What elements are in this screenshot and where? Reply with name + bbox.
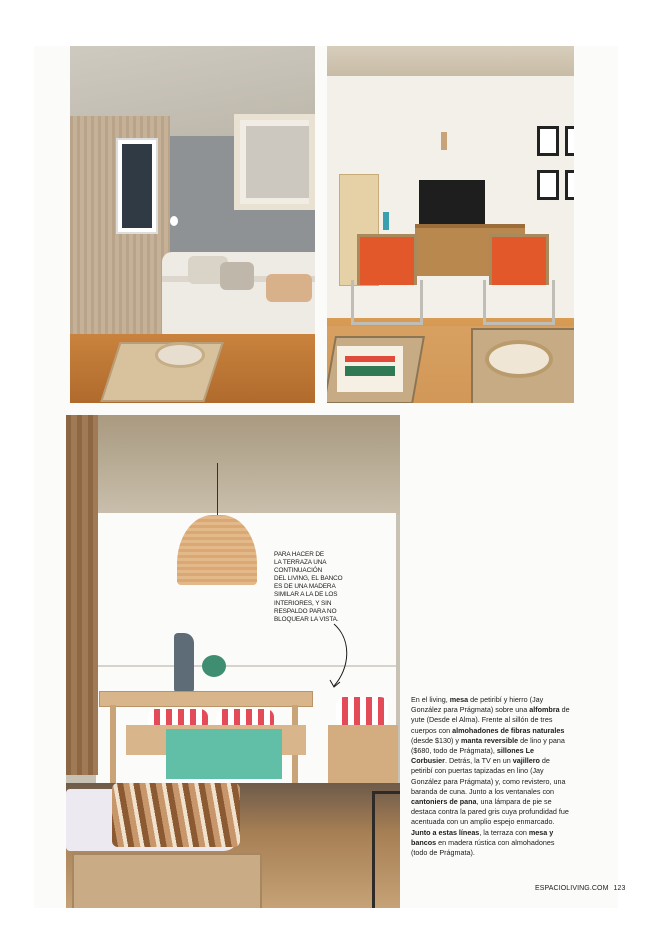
annotation-line: ES DE UNA MADERA: [274, 583, 336, 591]
wall-frame: [565, 170, 574, 200]
wall-ornament: [441, 132, 447, 150]
photo-living-chairs-tv: [327, 46, 574, 403]
page-number: 123: [613, 885, 626, 892]
caption-bold-segment: vajillero: [512, 756, 540, 766]
sofa-cushion: [220, 262, 254, 290]
caption-bold-segment: manta reversible: [460, 735, 519, 745]
wall-frame: [565, 126, 574, 156]
le-corbusier-armchair: [489, 234, 549, 285]
wall-frame: [537, 126, 559, 156]
caption-segment: (desde $130) y: [411, 735, 461, 745]
blue-vase: [383, 212, 389, 230]
low-wooden-table: [72, 853, 262, 908]
footer-site: ESPACIOLIVING.COM: [535, 885, 609, 892]
caption-segment: , una lámpara de pie se destaca contra la pared gris cuya profundidad fue acentuada con un amplio espejo enmarcado.: [411, 797, 569, 827]
caption-segment: . Detrás, la TV en un: [444, 756, 513, 766]
photo-living-sofa: [70, 46, 315, 403]
caption-segment: en madera rústica con almohadones (todo de Prágmata).: [411, 837, 555, 858]
typographic-poster: [116, 138, 158, 234]
framed-mirror: [234, 114, 315, 210]
floor-lamp: [170, 216, 178, 226]
caption-segment: de petiribí con puertas tapizadas en lino (Jay González para Prágmata) y, como revistero, una baranda de cuna. Junto a los ventanales con: [411, 756, 566, 796]
caption-bold-segment: mesa: [449, 695, 469, 704]
armchair-frame: [483, 280, 555, 325]
annotation-arrow: [300, 620, 360, 700]
photo-caption: [411, 695, 571, 858]
caption-segment: de petiribí y hierro (Jay González para Prágmata) sobre una: [411, 695, 544, 715]
cowhide-throw: [112, 783, 240, 847]
annotation-line: SIMILAR A LA DE LOS: [274, 591, 338, 599]
caption-segment: de yute (Desde el Alma). Frente al sillón de tres cuerpos con: [411, 705, 570, 735]
annotation-line: PARA HACER DE: [274, 551, 325, 558]
television: [419, 180, 485, 224]
caption-bold-segment: cantoniers de pana: [411, 797, 477, 807]
round-tray: [485, 340, 553, 378]
caption-segment: de lino y pana ($680, todo de Prágmata),: [411, 735, 565, 756]
armchair-frame: [351, 280, 423, 325]
page-footer: [535, 885, 626, 892]
coffee-table-book: [337, 346, 403, 392]
le-corbusier-armchair: [357, 234, 417, 285]
round-tray: [155, 342, 205, 368]
caption-bold-segment: alfombra: [529, 705, 560, 715]
pendant-cord: [217, 463, 218, 523]
terrace-table: [99, 691, 313, 707]
wooden-bench: [328, 725, 398, 785]
armchair-frame: [372, 791, 400, 908]
caption-bold-segment: mesa y bancos: [411, 827, 554, 847]
corduroy-curtain: [66, 415, 98, 775]
caption-bold-segment: almohadones de fibras naturales: [452, 725, 565, 735]
table-leg: [110, 705, 116, 785]
gray-jug: [174, 633, 194, 693]
annotation-line: BLOQUEAR LA VISTA.: [274, 615, 339, 623]
striped-cushion: [336, 697, 388, 727]
photo-annotation: [274, 551, 352, 624]
annotation-line: CONTINUACIÓN: [274, 567, 323, 575]
sofa-cushion: [266, 274, 312, 302]
wall-frame: [537, 170, 559, 200]
annotation-line: RESPALDO PARA NO: [274, 607, 337, 615]
potted-plant: [202, 655, 226, 677]
caption-segment: En el living,: [411, 695, 450, 704]
wood-ceiling: [96, 415, 400, 515]
annotation-line: LA TERRAZA UNA: [274, 559, 327, 567]
annotation-line: DEL LIVING, EL BANCO: [274, 575, 343, 583]
teal-blanket: [166, 729, 282, 779]
annotation-line: INTERIORES, Y SIN: [274, 599, 332, 607]
caption-bold-segment: sillones Le Corbusier: [411, 746, 535, 766]
concrete-ceiling: [327, 46, 574, 76]
caption-segment: , la terraza con: [479, 827, 529, 837]
caption-bold-segment: Junto a estas líneas: [411, 827, 480, 837]
